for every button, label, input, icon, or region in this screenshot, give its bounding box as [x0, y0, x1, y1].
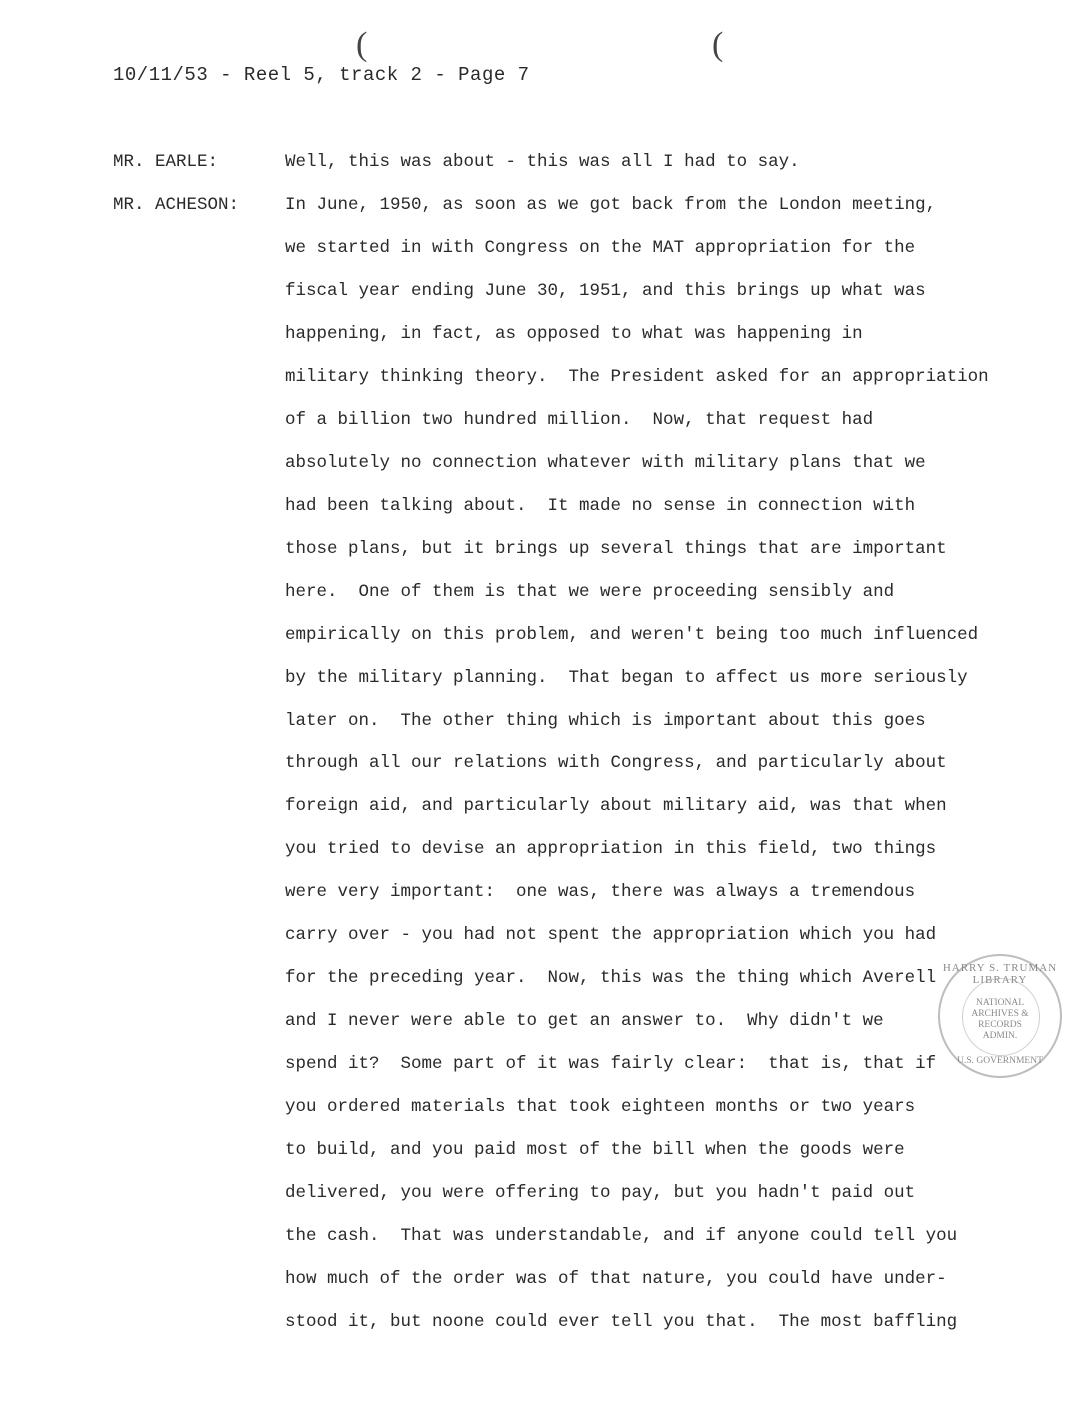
acheson-line: those plans, but it brings up several things that are important — [285, 539, 947, 559]
acheson-line: through all our relations with Congress, and particularly about — [285, 753, 947, 773]
stamp-middle-text — [950, 998, 1050, 1042]
acheson-line: happening, in fact, as opposed to what was happening in — [285, 324, 863, 344]
acheson-line: by the military planning. That began to affect us more seriously — [285, 668, 968, 688]
acheson-line: foreign aid, and particularly about military aid, was that when — [285, 796, 947, 816]
acheson-line: of a billion two hundred million. Now, that request had — [285, 410, 874, 430]
stamp-middle-line: RECORDS — [978, 1020, 1022, 1030]
acheson-line: carry over - you had not spent the appropriation which you had — [285, 925, 937, 945]
acheson-line: later on. The other thing which is important about this goes — [285, 711, 926, 731]
stamp-middle-line: NATIONAL — [975, 998, 1025, 1008]
acheson-line: we started in with Congress on the MAT appropriation for the — [285, 238, 916, 258]
acheson-line: and I never were able to get an answer to. Why didn't we — [285, 1011, 884, 1031]
library-stamp — [938, 954, 1062, 1078]
acheson-line: stood it, but noone could ever tell you that. The most baffling — [285, 1312, 958, 1332]
stamp-bottom-text: U.S. GOVERNMENT — [957, 1056, 1043, 1066]
acheson-line: empirically on this problem, and weren't being too much influenced — [285, 625, 979, 645]
page-header: 10/11/53 - Reel 5, track 2 - Page 7 — [113, 64, 530, 86]
acheson-line: In June, 1950, as soon as we got back from the London meeting, — [285, 195, 937, 215]
acheson-line: for the preceding year. Now, this was the thing which Averell — [285, 968, 937, 988]
margin-mark-left: ( — [356, 26, 368, 63]
stamp-middle-line: ARCHIVES & — [971, 1009, 1029, 1019]
acheson-line: fiscal year ending June 30, 1951, and this brings up what was — [285, 281, 926, 301]
acheson-line: how much of the order was of that nature, you could have under- — [285, 1269, 947, 1289]
acheson-line: delivered, you were offering to pay, but you hadn't paid out — [285, 1183, 916, 1203]
acheson-line: here. One of them is that we were proceeding sensibly and — [285, 582, 895, 602]
acheson-line: military thinking theory. The President asked for an appropriation — [285, 367, 989, 387]
stamp-top-text: HARRY S. TRUMAN LIBRARY — [942, 962, 1058, 986]
acheson-line: the cash. That was understandable, and if anyone could tell you — [285, 1226, 958, 1246]
acheson-line: you ordered materials that took eighteen months or two years — [285, 1097, 916, 1117]
margin-mark-right: ( — [712, 26, 724, 63]
acheson-line: you tried to devise an appropriation in this field, two things — [285, 839, 937, 859]
acheson-line: absolutely no connection whatever with military plans that we — [285, 453, 926, 473]
stamp-middle-line: ADMIN. — [982, 1031, 1018, 1041]
acheson-line: had been talking about. It made no sense in connection with — [285, 496, 916, 516]
earle-line: Well, this was about - this was all I had to say. — [285, 152, 800, 172]
acheson-line: to build, and you paid most of the bill when the goods were — [285, 1140, 905, 1160]
acheson-line: spend it? Some part of it was fairly clear: that is, that if — [285, 1054, 937, 1074]
speaker-earle: MR. EARLE: — [113, 152, 219, 172]
speaker-acheson: MR. ACHESON: — [113, 195, 240, 215]
acheson-line: were very important: one was, there was always a tremendous — [285, 882, 916, 902]
